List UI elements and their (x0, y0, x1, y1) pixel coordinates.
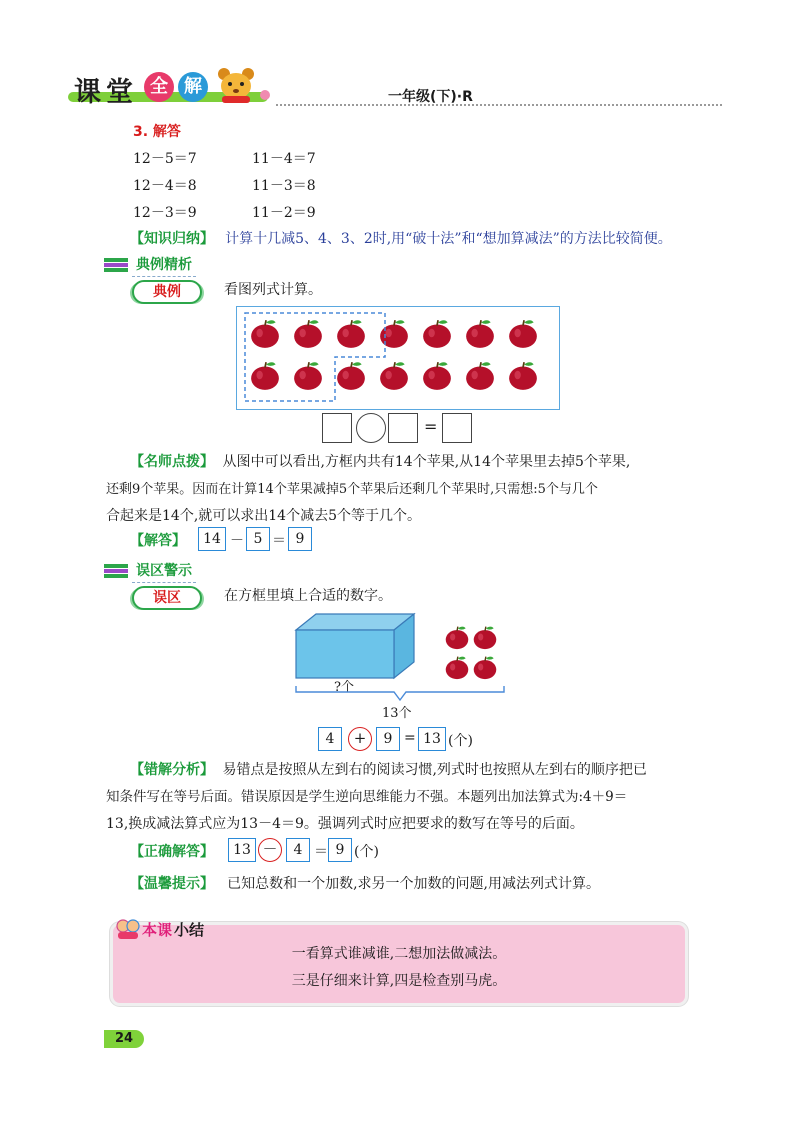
answer-row (130, 527, 330, 551)
apple-icon (472, 654, 498, 680)
blank-box-2[interactable] (388, 413, 418, 443)
wrong-box-c: 13 (418, 727, 446, 751)
example-prompt: 看图列式计算。 (224, 282, 322, 298)
mistake-pill: 误区 (132, 586, 202, 610)
blue-box-illustration (290, 608, 420, 680)
eq-left-3: 12－3＝9 (133, 205, 197, 221)
header-divider (276, 104, 722, 106)
answer-equals: ＝ (272, 533, 286, 549)
correct-box-a: 13 (228, 838, 256, 862)
correct-box-b: 4 (286, 838, 310, 862)
apple-icon (444, 624, 470, 650)
wrong-box-a: 4 (318, 727, 342, 751)
section-bar-icon (104, 564, 128, 578)
lesson-summary-title-b: 小结 (174, 921, 205, 939)
wrong-equals: = (404, 730, 416, 746)
section-mistakes-header (104, 560, 224, 582)
logo-char-3: 全 (144, 72, 174, 102)
grade-label: 一年级(下)·R (388, 89, 473, 105)
wrong-unit: (个) (448, 733, 473, 749)
teacher-tip-line-1: 从图中可以看出,方框内共有14个苹果,从14个苹果里去掉5个苹果, (222, 454, 631, 470)
eq-right-2: 11－3＝8 (252, 178, 316, 194)
correct-equals: ＝ (314, 844, 328, 860)
total-count-label: 13个 (382, 706, 412, 721)
section-bar-icon (104, 258, 128, 272)
correct-unit: (个) (354, 844, 379, 860)
mistake-figure (290, 608, 510, 721)
bear-mascot-icon (214, 66, 258, 104)
lesson-summary-line-1: 一看算式谁减谁,二想加法做减法。 (291, 946, 507, 962)
error-analysis-line-2: 知条件写在等号后面。错误原因是学生逆向思维能力不强。本题列出加法算式为:4＋9＝ (106, 789, 628, 805)
wrong-box-b: 9 (376, 727, 400, 751)
apple-figure (236, 306, 560, 410)
page-number-text: 24 (114, 1031, 134, 1046)
section-examples-header (104, 254, 224, 276)
kids-icon (116, 918, 140, 940)
reminder-text: 已知总数和一个加数,求另一个加数的问题,用减法列式计算。 (227, 876, 600, 892)
lesson-summary-line-2: 三是仔细来计算,四是检查别马虎。 (291, 973, 507, 989)
answer-operator: － (230, 533, 244, 549)
header-flower-icon (260, 90, 270, 100)
q3-title: 3. 解答 (133, 124, 181, 140)
error-analysis (106, 757, 706, 838)
knowledge-tag: 【知识归纳】 (130, 231, 214, 247)
answer-tag: 【解答】 (130, 533, 186, 549)
eq-left-1: 12－5＝7 (133, 151, 197, 167)
apple-icon (444, 654, 470, 680)
apple-icon (472, 624, 498, 650)
teacher-tip-line-2: 还剩9个苹果。因而在计算14个苹果减掉5个苹果后还剩几个苹果时,只需想:5个与几个 (106, 482, 598, 497)
example-pill: 典例 (132, 280, 202, 304)
answer-box-b: 5 (246, 527, 270, 551)
knowledge-summary (130, 228, 672, 248)
unknown-count-label: ?个 (334, 680, 354, 695)
wrong-equation (318, 727, 488, 751)
eq-right-1: 11－4＝7 (252, 151, 316, 167)
warm-reminder (130, 873, 600, 893)
page-header (68, 66, 728, 110)
teacher-tip-tag: 【名师点拨】 (130, 454, 214, 470)
eq-right-3: 11－2＝9 (252, 205, 316, 221)
section-examples-label: 典例精析 (132, 254, 196, 277)
page-number (104, 1030, 144, 1048)
correct-answer-tag: 【正确解答】 (130, 844, 214, 860)
section-mistakes-label: 误区警示 (132, 560, 196, 583)
blank-operator-circle[interactable] (356, 413, 386, 443)
blank-equals: = (424, 417, 438, 436)
reminder-tag: 【温馨提示】 (130, 876, 214, 892)
correct-box-c: 9 (328, 838, 352, 862)
brace-bracket (294, 684, 506, 702)
mistake-prompt: 在方框里填上合适的数字。 (224, 588, 392, 604)
blank-equation (322, 413, 472, 443)
wrong-operator: + (348, 727, 372, 751)
logo-char-1: 课 (74, 77, 102, 108)
eq-left-2: 12－4＝8 (133, 178, 197, 194)
grouping-dashed-outline (237, 307, 559, 409)
correct-operator: － (258, 838, 282, 862)
error-analysis-line-1: 易错点是按照从左到右的阅读习惯,列式时也按照从左到右的顺序把已 (222, 762, 647, 778)
blank-box-1[interactable] (322, 413, 352, 443)
correct-answer-row (130, 838, 400, 862)
blank-box-3[interactable] (442, 413, 472, 443)
knowledge-text: 计算十几减5、4、3、2时,用“破十法”和“想加算减法”的方法比较简便。 (225, 231, 672, 247)
answer-box-c: 9 (288, 527, 312, 551)
error-analysis-tag: 【错解分析】 (130, 762, 214, 778)
mistake-apple-cluster (444, 624, 502, 684)
logo-char-2: 堂 (106, 77, 134, 108)
error-analysis-line-3: 13,换成减法算式应为13－4＝9。强调列式时应把要求的数写在等号的后面。 (106, 816, 584, 832)
answer-box-a: 14 (198, 527, 226, 551)
lesson-summary-title-a: 本课 (142, 921, 173, 939)
logo-char-4: 解 (178, 72, 208, 102)
teacher-tip (106, 449, 706, 530)
teacher-tip-line-3: 合起来是14个,就可以求出14个减去5个等于几个。 (106, 508, 421, 524)
